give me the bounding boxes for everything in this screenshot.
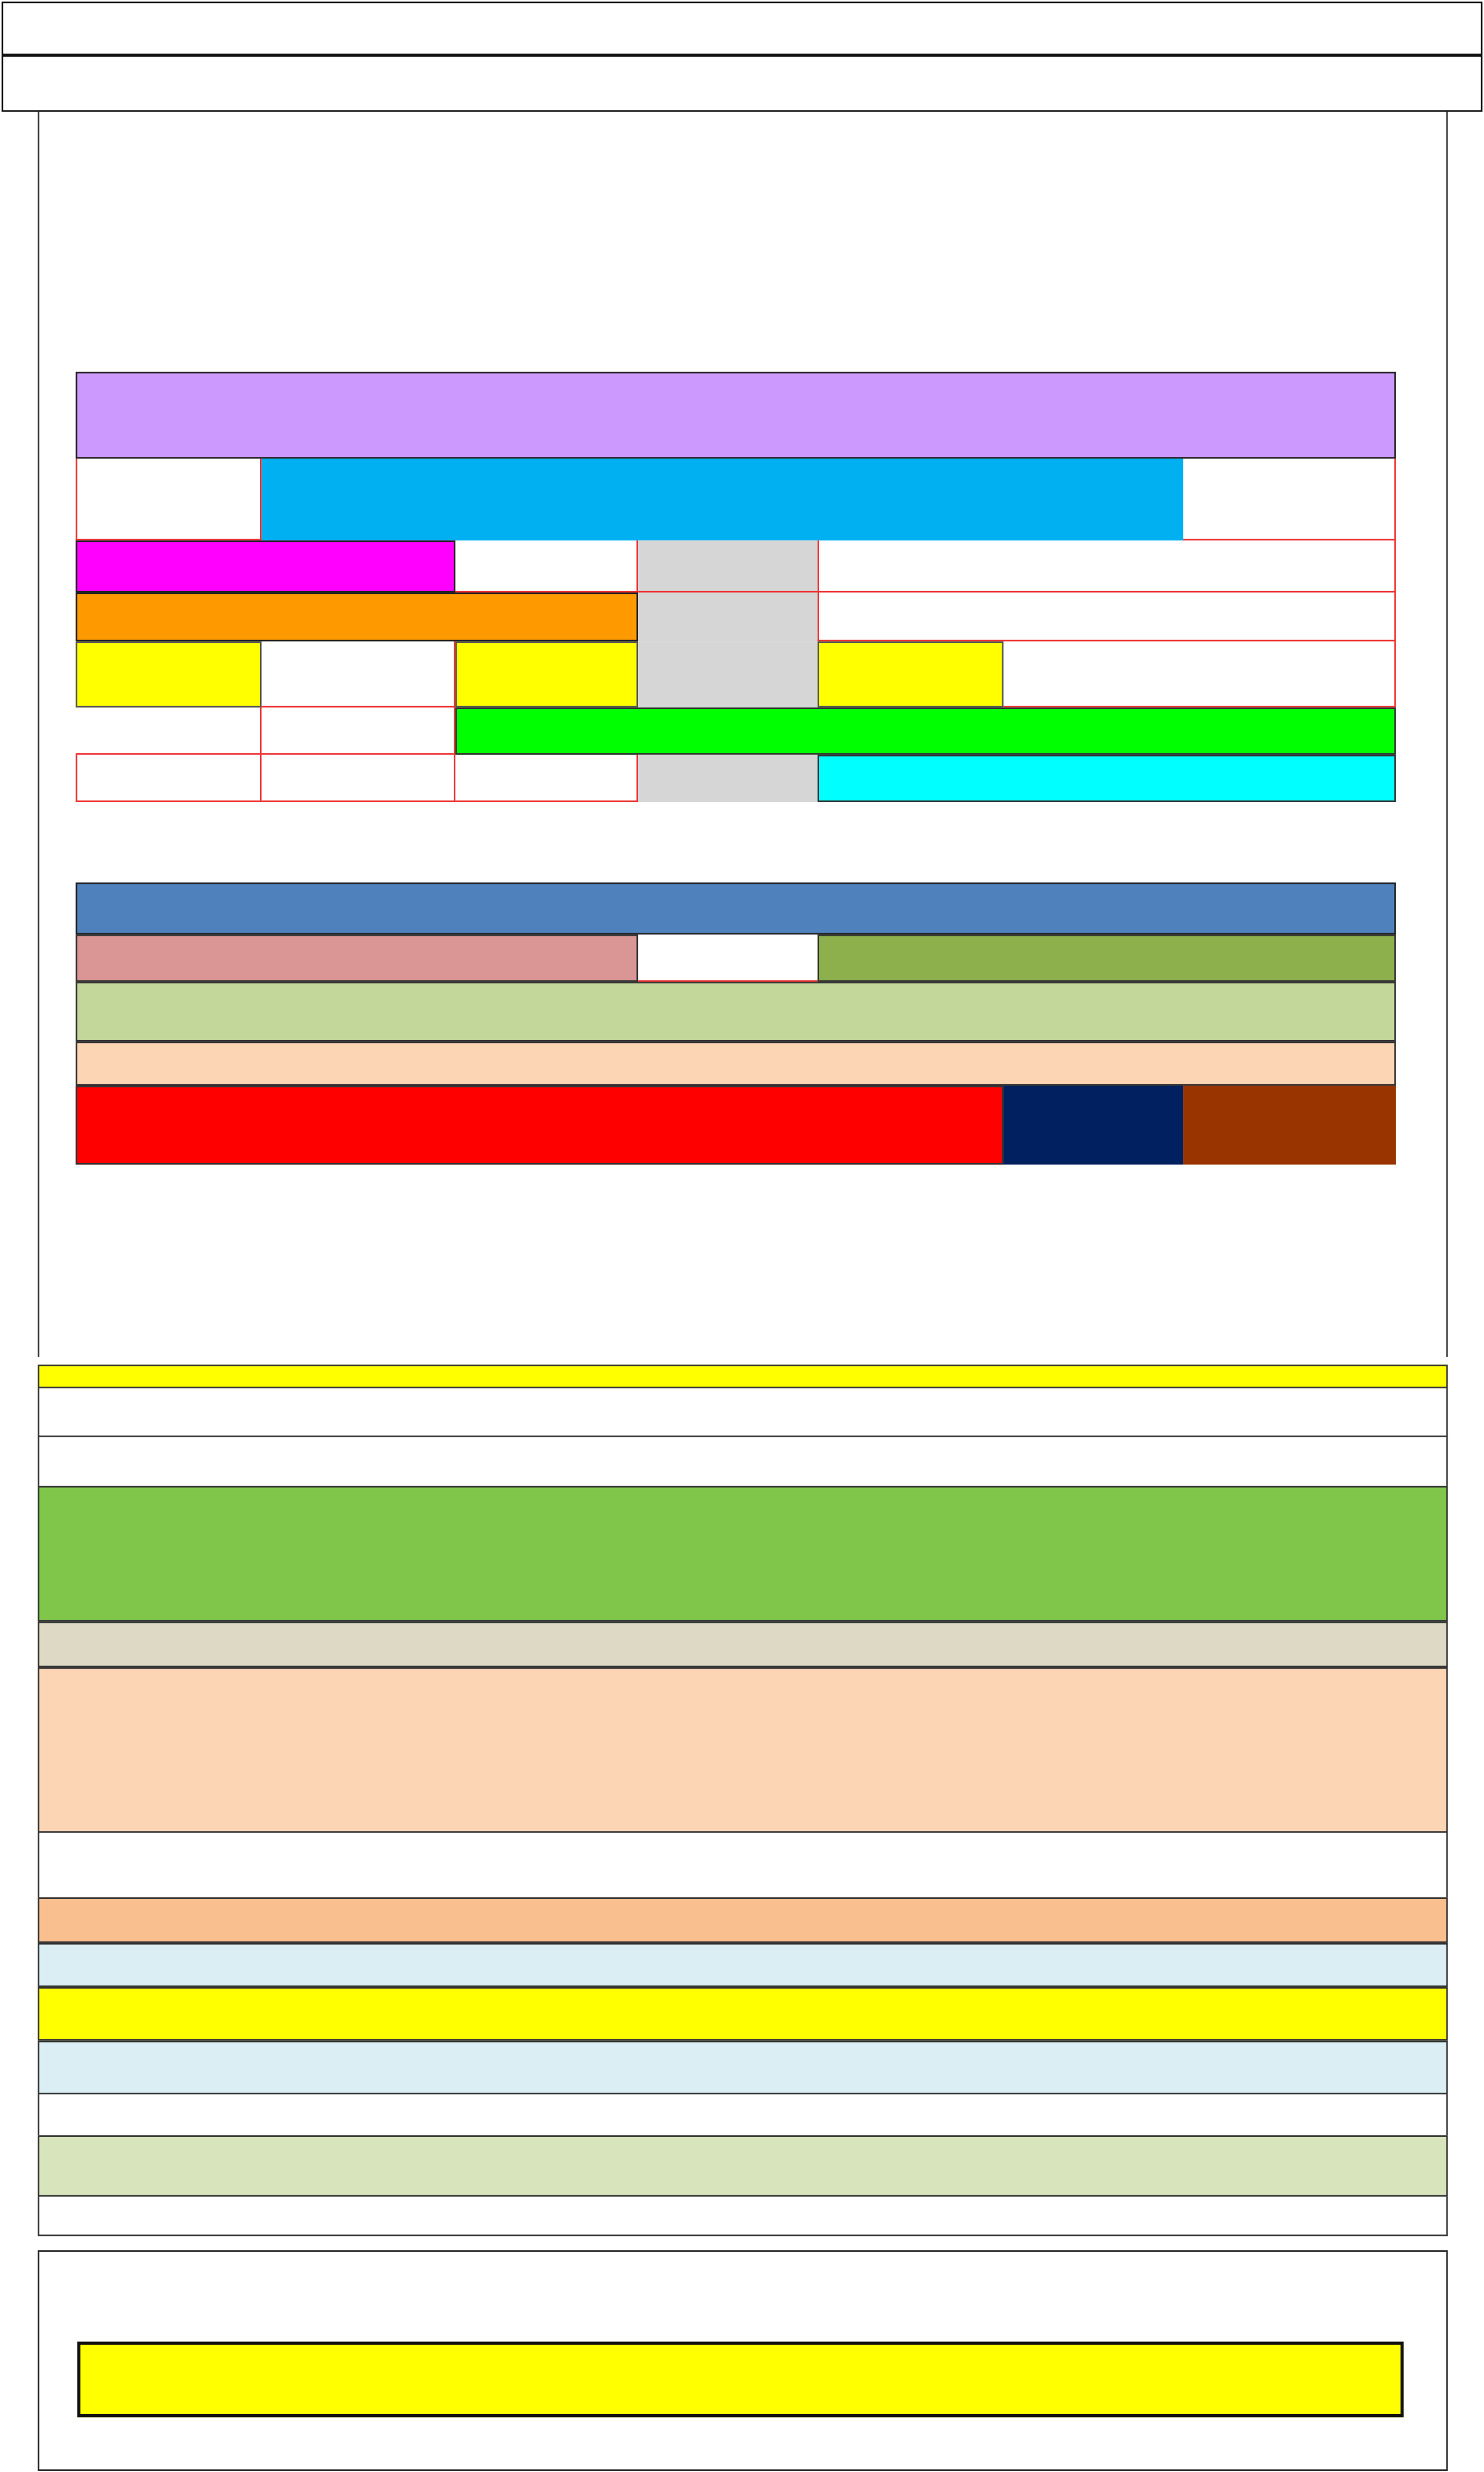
conc-final-cell (1183, 1086, 1396, 1165)
three-dayos-cell (817, 755, 1396, 802)
extros-cell-1 (76, 641, 262, 707)
extros-cell-2 (456, 641, 639, 707)
frame-left (38, 112, 39, 1357)
rest-cell (638, 641, 817, 707)
extros-cell-3 (817, 641, 1003, 707)
if-classic-cell (76, 540, 456, 592)
trevino-feature (38, 2135, 1448, 2196)
blank-cell (638, 935, 817, 982)
blank-cell (262, 707, 456, 754)
ntp-banner (76, 1042, 1396, 1086)
crowhurst-banner (262, 459, 1184, 540)
portugos-cell (76, 593, 638, 642)
trevino-cell (1003, 1086, 1183, 1165)
major-cell (456, 707, 1396, 754)
biggoss-banner (76, 372, 1396, 459)
par5-banner (76, 982, 1396, 1041)
blank-cell (817, 593, 1396, 642)
blank-cell (76, 707, 262, 754)
conference-banner (76, 883, 1396, 935)
crowbar-feature (38, 1987, 1448, 2041)
blank-cell (817, 540, 1396, 592)
amp-row (38, 1943, 1448, 1987)
news-subtitle (38, 1437, 1448, 1486)
rest-cell (638, 540, 817, 592)
amp-row (38, 2094, 1448, 2136)
fund-footnote (38, 2421, 1448, 2449)
crowhurst-feature (38, 1667, 1448, 1833)
blank-cell (262, 755, 456, 802)
blank-cell (456, 755, 639, 802)
rest-cell (638, 755, 817, 802)
par5-feature (38, 1486, 1448, 1622)
crowbar-cell (817, 935, 1396, 982)
blank-cell (456, 540, 639, 592)
blank-cell (76, 755, 262, 802)
page-title (2, 2, 1483, 55)
entry-fee-row (38, 2294, 1448, 2335)
blank-cell (262, 641, 456, 707)
rest-cell (638, 593, 817, 642)
and-row (38, 1622, 1448, 1667)
news-title (38, 1388, 1448, 1437)
blank-cell (1183, 459, 1396, 540)
ntp-final-banner (77, 2341, 1404, 2417)
prize-fund-row (38, 2255, 1448, 2292)
concessionaires-banner (76, 1086, 1003, 1165)
blank-row (38, 2196, 1448, 2236)
stapleford-feature (38, 2041, 1448, 2094)
biffa-cell (76, 935, 638, 982)
blank-cell (1003, 641, 1396, 707)
page-subtitle (2, 55, 1483, 112)
frame-right (1446, 112, 1448, 1357)
yellow-divider (38, 1365, 1448, 1388)
also-continuing (38, 1833, 1448, 1897)
biffa-feature (38, 1897, 1448, 1943)
blank-cell (76, 459, 262, 540)
